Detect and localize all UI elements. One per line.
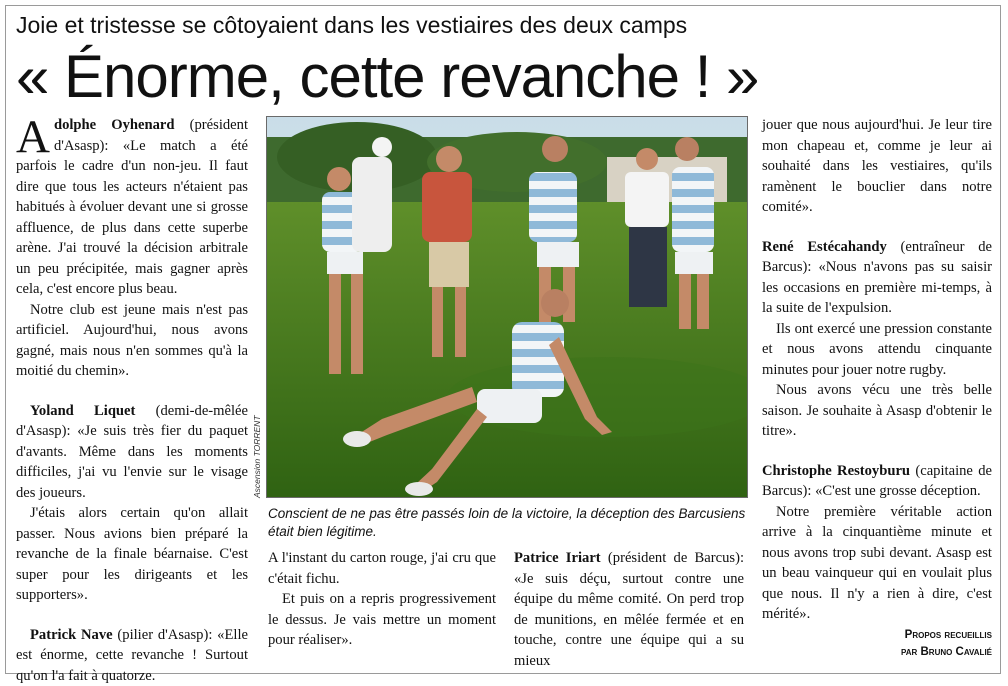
article-column-4 (762, 115, 992, 661)
paragraph-nave (16, 625, 248, 686)
article-headline: « Énorme, cette revanche ! » (16, 42, 758, 112)
byline-line-1: Propos recueillis (762, 627, 992, 644)
paragraph: Et puis on a repris progressivement le dessus. Je vais mettre un moment pour réaliser». (268, 589, 496, 651)
quote-text: (demi-de-mêlée d'Asasp): «Je suis très fier du paquet d'avants. Même dans les moments difficiles, j'ai vu l'envie sur le visage des joueurs. (16, 403, 248, 501)
paragraph: jouer que nous aujourd'hui. Je leur tire mon chapeau et, comme je leur ai souhaité dans les vestiaires, qu'ils ramènent le bouclier dans notre comité». (762, 115, 992, 218)
drop-cap: A (16, 118, 50, 156)
photo-credit: Ascension TORRENT (252, 415, 262, 498)
article-column-3 (514, 548, 744, 671)
quote-text: (président de Barcus): «Je suis déçu, surtout contre une équipe du même comité. On perd trop de munitions, en mêlée fermée et en touche, contre une équipe qui a su mieux (514, 550, 744, 669)
paragraph-estecahandy (762, 237, 992, 319)
photo-caption: Conscient de ne pas être passés loin de la victoire, la déception des Barcusiens était bien légitime. (268, 505, 746, 541)
quote-text: (capitaine de Barcus): «C'est une grosse déception. (762, 463, 992, 500)
byline-line-2: par Bruno Cavalié (762, 644, 992, 661)
speaker-name: Patrick Nave (30, 627, 113, 643)
paragraph: Notre club est jeune mais n'est pas artificiel. Aujourd'hui, nous avons gagné, mais nous n'en sommes qu'à la moitié du chemin». (16, 300, 248, 382)
paragraph-oyhenard (16, 115, 248, 300)
quote-text: (président d'Asasp): «Le match a été parfois le cadre d'un non-jeu. Il faut dire que tous les acteurs n'étaient pas habitués à évoluer devant une si grosse affluence, de plus dans cette superbe arène. J'ai trouvé la décision arbitrale un peu précipitée, mais gagner après cela, c'est encore plus beau. (16, 117, 248, 297)
quote-text: (pilier d'Asasp): «Elle est énorme, cette revanche ! Surtout qu'on l'a fait à quatorze. (16, 627, 248, 684)
article-column-1 (16, 115, 248, 686)
paragraph: Nous avons vécu une très belle saison. Je souhaite à Asasp d'obtenir le titre». (762, 380, 992, 442)
article-kicker: Joie et tristesse se côtoyaient dans les vestiaires des deux camps (16, 12, 687, 39)
article-column-2 (268, 548, 496, 651)
rugby-photo (266, 116, 748, 498)
paragraph: Ils ont exercé une pression constante et nous avons attendu cinquante minutes pour jouer notre rugby. (762, 319, 992, 381)
speaker-name: dolphe Oyhenard (54, 117, 175, 133)
paragraph-liquet (16, 401, 248, 504)
quote-text: (entraîneur de Barcus): «Nous n'avons pas su saisir les occasions en première mi-temps, à la suite de l'expulsion. (762, 239, 992, 317)
speaker-name: Yoland Liquet (30, 403, 135, 419)
paragraph: Notre première véritable action arrive à la cinquantième minute et nous avons trop subi devant. Asasp est un beau vainqueur qui en voulait plus que nous. Il n'y a rien à dire, c'est mérité». (762, 502, 992, 625)
speaker-name: Patrice Iriart (514, 550, 601, 566)
speaker-name: Christophe Restoyburu (762, 463, 910, 479)
paragraph: A l'instant du carton rouge, j'ai cru que c'était fichu. (268, 548, 496, 589)
paragraph-iriart (514, 548, 744, 671)
speaker-name: René Estécahandy (762, 239, 887, 255)
paragraph: J'étais alors certain qu'on allait passer. Nous avions bien préparé la revanche de la finale béarnaise. C'est super pour les dirigeants et les supporters». (16, 503, 248, 606)
rugby-players-image (267, 117, 748, 498)
paragraph-restoyburu (762, 461, 992, 502)
